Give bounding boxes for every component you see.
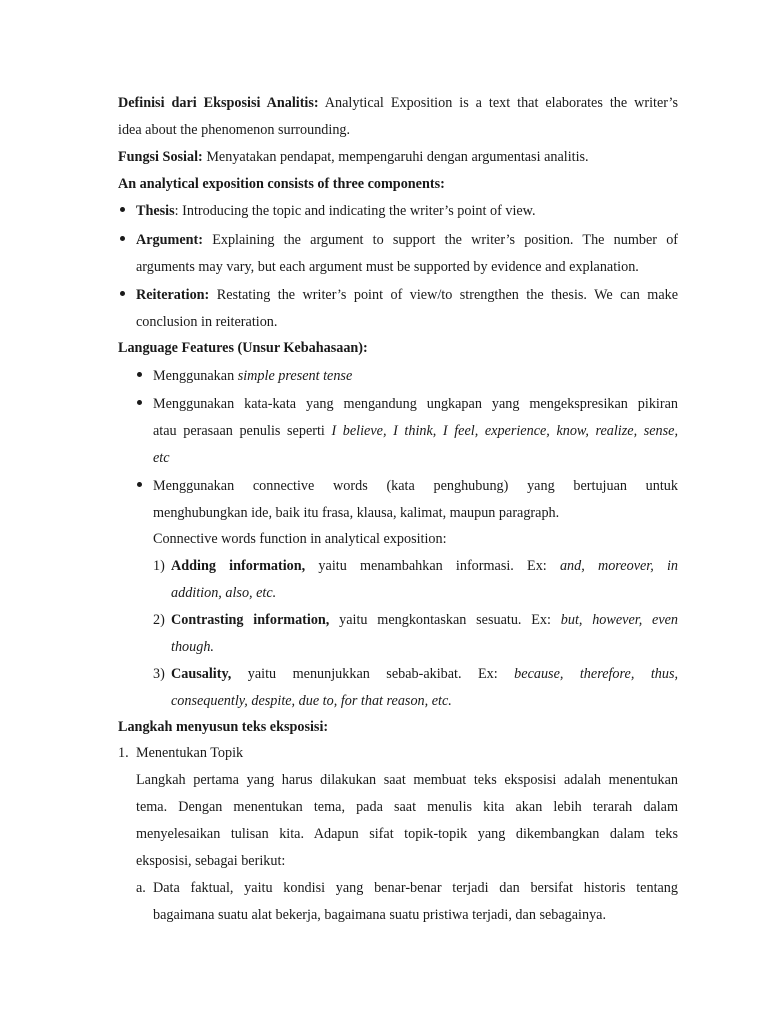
argument-term: Argument: <box>136 232 203 248</box>
feature-3-line-3: Connective words function in analytical exposition: <box>153 531 447 547</box>
connective-2-number: 2) <box>153 612 165 628</box>
step-1-title: Menentukan Topik <box>136 745 244 761</box>
feature-2-etc: etc <box>153 450 170 466</box>
bullet-icon <box>137 400 142 405</box>
reiteration-term: Reiteration: <box>136 287 210 303</box>
connective-2-examples: but, however, even <box>560 612 679 628</box>
fungsi-label: Fungsi Sosial: <box>118 149 203 165</box>
connective-2-term: Contrasting information, <box>171 612 330 628</box>
langkah-heading <box>118 718 328 736</box>
definisi-label: Definisi dari Eksposisi Analitis: <box>118 95 319 111</box>
connective-1-term: Adding information, <box>171 558 306 574</box>
component-reiteration-line-2: conclusion in reiteration. <box>136 314 278 330</box>
connective-1-text: yaitu menambahkan informasi. Ex: <box>318 558 547 574</box>
connective-1-examples: and, moreover, in <box>559 558 679 574</box>
feature-2-line-3 <box>153 449 170 467</box>
connective-1-line-2 <box>171 584 276 602</box>
sub-item-a-line-2: bagaimana suatu alat bekerja, bagaimana suatu pristiwa terjadi, dan sebagainya. <box>153 907 607 923</box>
bullet-icon <box>120 291 125 296</box>
bullet-icon <box>120 236 125 241</box>
language-heading-text: Language Features (Unsur Kebahasaan): <box>118 340 368 356</box>
step-1-paragraph-line-4: eksposisi, sebagai berikut: <box>136 853 286 869</box>
langkah-heading-text: Langkah menyusun teks eksposisi: <box>118 719 329 735</box>
language-heading <box>118 339 368 357</box>
feature-1-text: Menggunakan <box>153 368 235 384</box>
bullet-icon <box>120 207 125 212</box>
feature-2-text: atau perasaan penulis seperti <box>153 423 325 439</box>
connective-2-line-1 <box>171 611 678 647</box>
connective-3-examples-cont: consequently, despite, due to, for that reason, etc. <box>171 693 452 709</box>
bullet-icon <box>137 482 142 487</box>
connective-2-text: yaitu mengkontaskan sesuatu. Ex: <box>339 612 551 628</box>
components-heading <box>118 175 445 193</box>
step-1-paragraph-line-3: menyelesaikan tulisan kita. Adapun sifat topik-topik yang dikembangkan dalam teks <box>136 826 678 842</box>
step-1-paragraph-line-1: Langkah pertama yang harus dilakukan saat membuat teks eksposisi adalah menentukan <box>136 772 678 788</box>
sub-item-a-letter: a. <box>136 880 146 896</box>
argument-text: Explaining the argument to support the writer’s position. The number of <box>212 232 679 248</box>
definisi-line-2: idea about the phenomenon surrounding. <box>118 122 351 138</box>
feature-1-italic: simple present tense <box>237 368 353 384</box>
feature-3-line-2: menghubungkan ide, baik itu frasa, klausa, kalimat, maupun paragraph. <box>153 505 560 521</box>
sub-item-a-line-1: Data faktual, yaitu kondisi yang benar-benar terjadi dan bersifat historis tentang <box>153 880 678 896</box>
connective-3-examples: because, therefore, thus, <box>514 666 679 682</box>
connective-2-line-2 <box>171 638 214 656</box>
step-1-paragraph-line-2: tema. Dengan menentukan tema, pada saat menulis kita akan lebih terarah dalam <box>136 799 678 815</box>
feature-1 <box>153 367 352 385</box>
component-thesis <box>136 202 536 220</box>
thesis-term: Thesis <box>136 203 175 219</box>
feature-2-line-2 <box>153 422 678 458</box>
connective-3-line-2 <box>171 692 452 710</box>
connective-3-number: 3) <box>153 666 165 682</box>
connective-3-text: yaitu menunjukkan sebab-akibat. Ex: <box>247 666 498 682</box>
definisi-text: Analytical Exposition is a text that elaborates the writer’s <box>324 95 678 111</box>
bullet-icon <box>137 372 142 377</box>
thesis-text: : Introducing the topic and indicating the writer’s point of view. <box>174 203 536 219</box>
feature-3-line-1: Menggunakan connective words (kata penghubung) yang bertujuan untuk <box>153 478 678 494</box>
connective-2-examples-cont: though. <box>171 639 214 655</box>
connective-1-number: 1) <box>153 558 165 574</box>
feature-2-italic: I believe, I think, I feel, experience, know, realize, sense, <box>331 423 678 439</box>
fungsi-text: Menyatakan pendapat, mempengaruhi dengan argumentasi analitis. <box>206 149 589 165</box>
connective-3-term: Causality, <box>171 666 232 682</box>
fungsi-line <box>118 148 589 166</box>
connective-1-examples-cont: addition, also, etc. <box>171 585 277 601</box>
step-1-number: 1. <box>118 745 129 761</box>
component-argument-line-2: arguments may vary, but each argument must be supported by evidence and explanation. <box>136 259 639 275</box>
components-heading-text: An analytical exposition consists of three components: <box>118 176 445 192</box>
feature-2-line-1: Menggunakan kata-kata yang mengandung ungkapan yang mengekspresikan pikiran <box>153 396 678 412</box>
reiteration-text: Restating the writer’s point of view/to strengthen the thesis. We can make <box>216 287 679 303</box>
